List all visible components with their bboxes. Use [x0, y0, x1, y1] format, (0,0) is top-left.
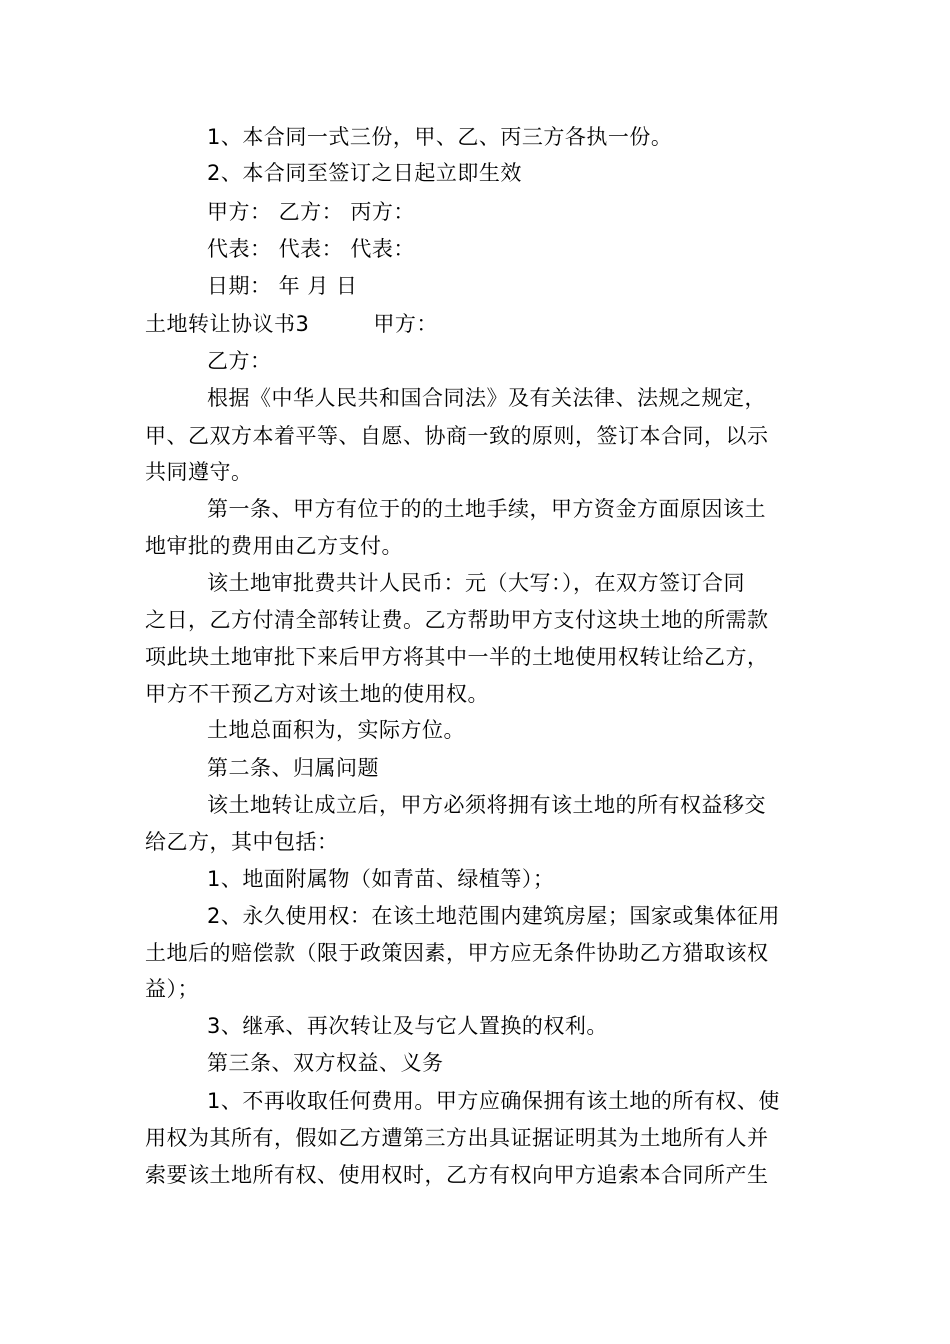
party-b-label: 乙方： — [207, 349, 272, 373]
land-area: 土地总面积为，实际方位。 — [207, 718, 465, 742]
article-3-line-3: 索要该土地所有权、使用权时，乙方有权向甲方追索本合同所产生 — [145, 1163, 769, 1187]
article-2-line-2: 给乙方，其中包括： — [145, 830, 339, 854]
article-2-line-1: 该土地转让成立后，甲方必须将拥有该土地的所有权益移交 — [207, 793, 766, 817]
clause-copies: 1、本合同一式三份，甲、乙、丙三方各执一份。 — [207, 125, 673, 149]
article-3-line-1: 1、不再收取任何费用。甲方应确保拥有该土地的所有权、使 — [207, 1089, 780, 1113]
clause-effective: 2、本合同至签订之日起立即生效 — [207, 161, 522, 185]
right-item-1: 1、地面附属物（如青苗、绿植等）； — [207, 867, 555, 891]
fee-line-2: 之日，乙方付清全部转让费。乙方帮助甲方支付这块土地的所需款 — [145, 608, 769, 632]
right-item-3: 3、继承、再次转让及与它人置换的权利。 — [207, 1014, 608, 1038]
right-item-2-line-1: 2、永久使用权：在该土地范围内建筑房屋；国家或集体征用 — [207, 904, 780, 928]
fee-line-4: 甲方不干预乙方对该土地的使用权。 — [145, 682, 489, 706]
article-2-heading: 第二条、归属问题 — [207, 756, 379, 780]
agreement-title-line — [145, 311, 810, 337]
signature-date: 日期： 年 月 日 — [207, 274, 358, 298]
article-1-line-1: 第一条、甲方有位于的的土地手续，甲方资金方面原因该土 — [207, 497, 766, 521]
right-item-2-line-2: 土地后的赔偿款（限于政策因素，甲方应无条件协助乙方猎取该权 — [145, 941, 769, 965]
preamble-line-3: 共同遵守。 — [145, 460, 253, 484]
signature-parties: 甲方： 乙方： 丙方： — [207, 200, 415, 224]
fee-line-1: 该土地审批费共计人民币：元（大写：），在双方签订合同 — [207, 571, 745, 595]
fee-line-3: 项此块土地审批下来后甲方将其中一半的土地使用权转让给乙方， — [145, 645, 769, 669]
right-item-2-line-3: 益）； — [145, 977, 199, 1001]
article-1-line-2: 地审批的费用由乙方支付。 — [145, 534, 403, 558]
party-a-label: 甲方： — [373, 312, 438, 336]
agreement-title: 土地转让协议书3 — [145, 312, 310, 336]
preamble-line-2: 甲、乙双方本着平等、自愿、协商一致的原则，签订本合同，以示 — [145, 424, 769, 448]
article-3-heading: 第三条、双方权益、义务 — [207, 1051, 444, 1075]
signature-representatives: 代表： 代表： 代表： — [207, 237, 415, 261]
article-3-line-2: 用权为其所有，假如乙方遭第三方出具证据证明其为土地所有人并 — [145, 1126, 769, 1150]
preamble-line-1: 根据《中华人民共和国合同法》及有关法律、法规之规定， — [207, 386, 766, 410]
